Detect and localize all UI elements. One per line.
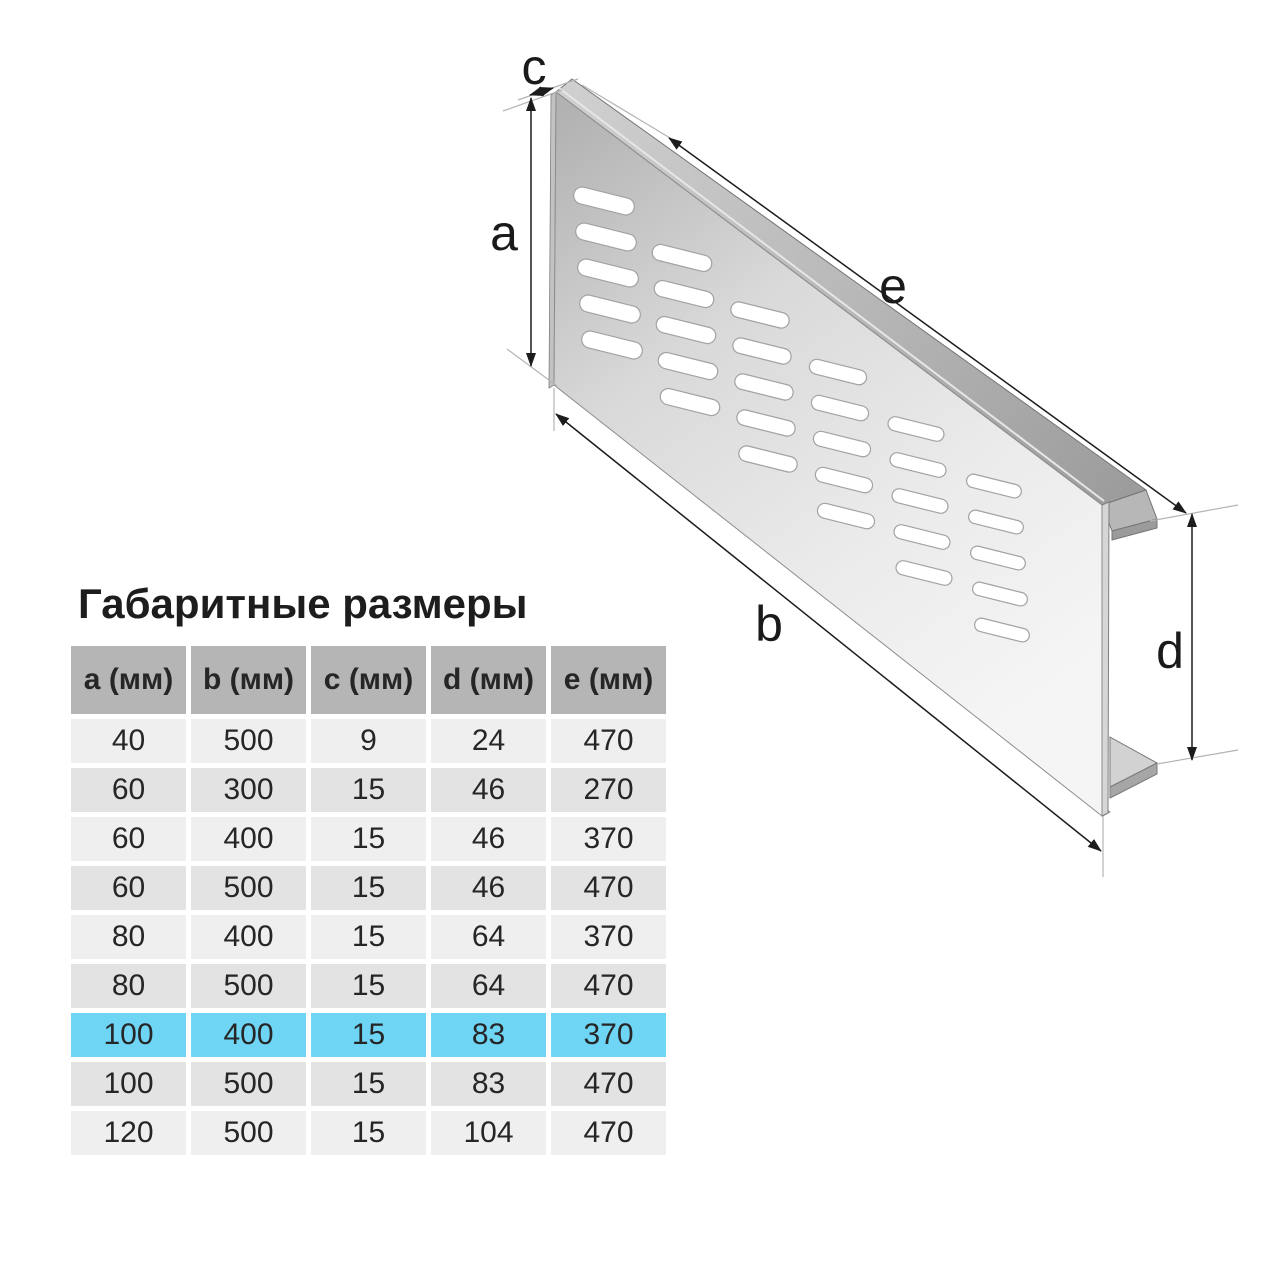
table-cell: 15 [311, 817, 426, 861]
table-cell: 104 [431, 1111, 546, 1155]
table-cell: 100 [71, 1013, 186, 1057]
table-cell: 64 [431, 915, 546, 959]
dimension-label-c: c [521, 39, 547, 95]
table-row [71, 1111, 666, 1155]
dimension-label-d: d [1156, 623, 1184, 679]
table-cell: 470 [551, 964, 666, 1008]
table-cell: 80 [71, 964, 186, 1008]
section-title: Габаритные размеры [78, 580, 528, 627]
table-header-cell: b (мм) [191, 646, 306, 714]
table-cell: 470 [551, 719, 666, 763]
table-cell: 15 [311, 1062, 426, 1106]
table-cell: 470 [551, 1111, 666, 1155]
table-row [71, 768, 666, 812]
table-row [71, 817, 666, 861]
table-header-cell: d (мм) [431, 646, 546, 714]
dimensions-table-body [71, 719, 666, 1155]
table-cell: 15 [311, 964, 426, 1008]
table-cell: 400 [191, 915, 306, 959]
dimension-label-b: b [755, 596, 783, 652]
table-cell: 470 [551, 1062, 666, 1106]
table-cell: 470 [551, 866, 666, 910]
table-cell: 400 [191, 817, 306, 861]
table-cell: 60 [71, 817, 186, 861]
table-cell: 270 [551, 768, 666, 812]
table-header-cell: c (мм) [311, 646, 426, 714]
table-header-cell: a (мм) [71, 646, 186, 714]
table-cell: 370 [551, 817, 666, 861]
table-cell: 40 [71, 719, 186, 763]
table-cell: 46 [431, 817, 546, 861]
table-cell: 15 [311, 866, 426, 910]
table-cell: 15 [311, 1013, 426, 1057]
table-header-cell: e (мм) [551, 646, 666, 714]
table-cell: 60 [71, 866, 186, 910]
table-cell: 46 [431, 768, 546, 812]
table-cell: 83 [431, 1013, 546, 1057]
table-cell: 15 [311, 1111, 426, 1155]
table-cell: 15 [311, 915, 426, 959]
table-header-row [71, 646, 666, 714]
table-cell: 500 [191, 866, 306, 910]
dimensions-table [66, 641, 671, 1160]
table-cell: 83 [431, 1062, 546, 1106]
table-cell: 15 [311, 768, 426, 812]
table-row-highlighted [71, 1013, 666, 1057]
table-cell: 9 [311, 719, 426, 763]
table-cell: 370 [551, 915, 666, 959]
table-cell: 500 [191, 719, 306, 763]
table-row [71, 915, 666, 959]
table-cell: 500 [191, 964, 306, 1008]
table-row [71, 1062, 666, 1106]
table-cell: 500 [191, 1062, 306, 1106]
table-row [71, 866, 666, 910]
dimension-label-e: e [879, 258, 907, 314]
table-cell: 80 [71, 915, 186, 959]
table-cell: 24 [431, 719, 546, 763]
table-row [71, 719, 666, 763]
table-cell: 500 [191, 1111, 306, 1155]
table-cell: 400 [191, 1013, 306, 1057]
table-cell: 100 [71, 1062, 186, 1106]
dimension-label-a: a [490, 205, 518, 261]
table-cell: 370 [551, 1013, 666, 1057]
table-cell: 64 [431, 964, 546, 1008]
table-cell: 46 [431, 866, 546, 910]
table-row [71, 964, 666, 1008]
table-cell: 300 [191, 768, 306, 812]
table-header [71, 646, 666, 714]
table-cell: 120 [71, 1111, 186, 1155]
plate-right-edge [1102, 502, 1109, 816]
table-cell: 60 [71, 768, 186, 812]
